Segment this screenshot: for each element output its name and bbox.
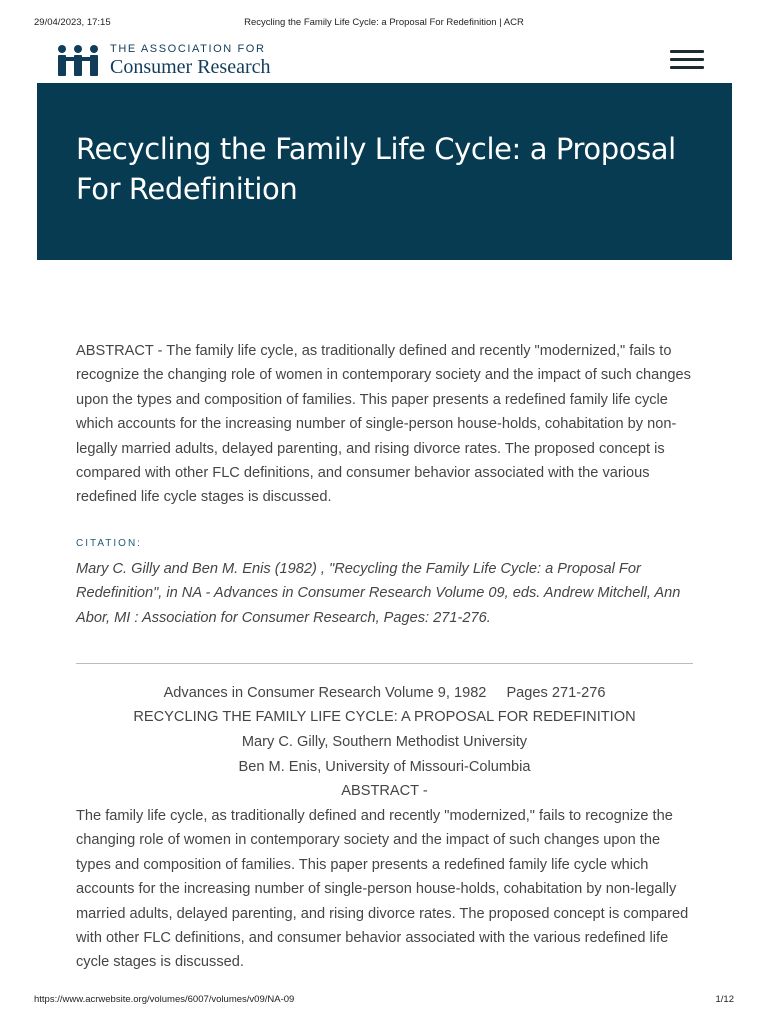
print-url: https://www.acrwebsite.org/volumes/6007/volumes/v09/NA-09 [34,994,295,1005]
article-title-caps: RECYCLING THE FAMILY LIFE CYCLE: A PROPOSAL FOR REDEFINITION [133,709,636,725]
logo-line-association: THE ASSOCIATION FOR [110,42,266,55]
citation-text: Mary C. Gilly and Ben M. Enis (1982) , "Recycling the Family Life Cycle: a Proposal For Redefinition", in NA - Advances in Consumer Research Volume 09, eds. Andrew Mitchell, Ann Abor, MI : Association for Consumer Research, Pages: 271-276. [76,561,681,626]
abstract-summary: ABSTRACT - The family life cycle, as traditionally defined and recently "modernized," fails to recognize the changing role of women in contemporary society and the impact of such changes upon the types and composition of families. This paper presents a redefined family life cycle which accounts for the increasing number of single-person house-holds, cohabitation by non-legally married adults, delayed parenting, and rising divorce rates. The proposed concept is compared with other FLC definitions, and consumer behavior associated with the various redefined life cycle stages is discussed. [76,343,691,506]
section-divider [76,663,693,664]
site-header [0,38,768,83]
page-title: Recycling the Family Life Cycle: a Proposal For Redefinition [76,132,676,206]
article-volume-line [76,681,693,705]
logo-line-consumer-research: Consumer Research [110,55,271,78]
article-author-2: Ben M. Enis, University of Missouri-Columbia [238,759,531,775]
article-abstract-body: The family life cycle, as traditionally defined and recently "modernized," fails to recognize the changing role of women in contemporary society and the impact of such changes upon the types and composition of families. This paper presents a redefined family life cycle which accounts for the increasing number of single-person house-holds, cohabitation by non-legally married adults, delayed parenting, and rising divorce rates. The proposed concept is compared with other FLC definitions, and consumer behavior associated with the various redefined life cycle stages is discussed. [76,808,689,971]
print-page-title: Recycling the Family Life Cycle: a Proposal For Redefinition | ACR [244,17,524,28]
article-volume: Advances in Consumer Research Volume 9, 1982 [163,685,487,701]
citation-label: CITATION: [76,538,142,549]
article-abstract-heading: ABSTRACT - [341,783,428,799]
hero-banner [37,83,732,260]
people-logo-icon [56,44,100,76]
print-footer [0,994,768,1008]
article-author-1: Mary C. Gilly, Southern Methodist University [241,734,528,750]
print-page-number: 1/12 [715,994,734,1005]
site-logo-link[interactable] [56,40,271,80]
article-pages: Pages 271-276 [506,685,606,701]
print-header [0,17,768,31]
print-datetime: 29/04/2023, 17:15 [34,17,111,28]
hamburger-menu-icon[interactable] [670,50,704,70]
logo-text [110,43,271,78]
